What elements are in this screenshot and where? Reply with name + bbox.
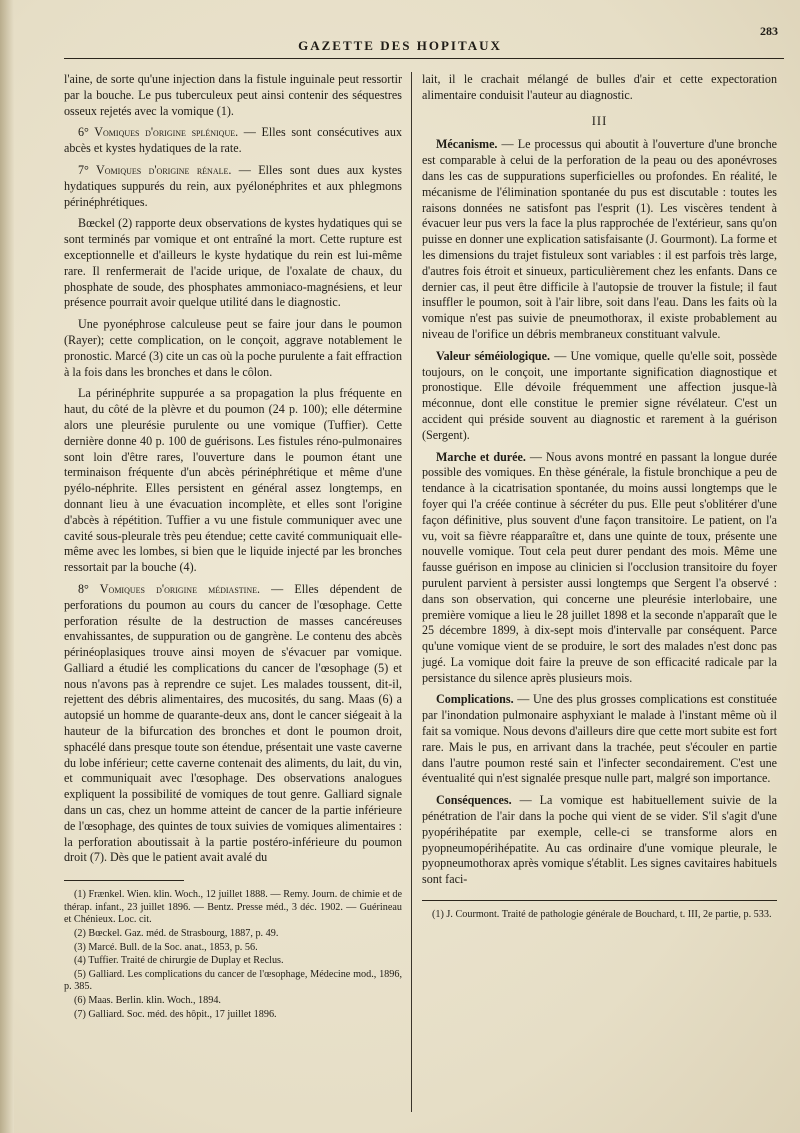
- section-valeur-title: Valeur séméiologique.: [436, 348, 551, 363]
- footnote: (7) Galliard. Soc. méd. des hôpit., 17 juillet 1896.: [74, 1008, 277, 1020]
- footnote: (3) Marcé. Bull. de la Soc. anat., 1853, p. 56.: [74, 941, 258, 953]
- page-number: 283: [760, 24, 778, 38]
- section-complications-title: Complications.: [436, 692, 514, 707]
- footnote: (1) J. Courmont. Traité de pathologie générale de Bouchard, t. III, 2e partie, p. 533.: [432, 909, 772, 921]
- footnote-rule: [422, 900, 777, 901]
- paragraph-pyonephrose: Une pyonéphrose calculeuse peut se faire jour dans le poumon (Rayer); cette complication, on le conçoit, aggrave notablement le pronostic. Marcé (3) cite un cas où la poche purulente a fait effraction à la fois dans les bronches et dans le côlon.: [64, 317, 402, 379]
- section-mecanisme: [422, 137, 777, 342]
- section-splenic-title: 6° Vomiques d'origine splénique.: [78, 125, 239, 140]
- section-mediastinal-title: 8° Vomiques d'origine médiastine.: [78, 581, 261, 596]
- paragraph-continuation: lait, il le crachait mélangé de bulles d'air et cette expectoration alimentaire conduisit l'auteur au diagnostic.: [422, 72, 777, 102]
- paragraph-perinephrite: La périnéphrite suppurée a sa propagation la plus fréquente en haut, du côté de la plèvre et du poumon (24 p. 100); elle détermine alors une pleurésie purulente ou une vomique (Tuffier). Cette dernière donne 40 p. 100 de guérisons. Les fistules réno-pulmonaires sont loin d'être rares, l'ouverture dans le poumon étant une terminaison fréquente d'un abcès périnéphrétique et même d'une pyélo-néphrite. Elles persistent en général assez longtemps, en donnant lieu à une évacuation incomplète, et elles sont l'origine d'abcès à répétition. Tuffier a vu une fistule communiquer avec une cavité sous-pleurale très peu étendue; cette cavité communiquait elle-même avec les lombes, si bien que le liquide injecté par les bronches ressortait par la bouche (4).: [64, 386, 402, 575]
- section-numeral: III: [591, 113, 608, 128]
- section-valeur: [422, 349, 777, 444]
- section-complications: [422, 692, 777, 787]
- section-splenic: [64, 125, 402, 157]
- section-consequences-title: Conséquences.: [436, 793, 512, 808]
- section-mediastinal: [64, 582, 402, 866]
- right-footnotes: [422, 909, 777, 922]
- section-renal-text: — Elles sont dues aux kystes hydatiques suppurés du rein, aux pyélonéphrites et aux phlegmons périnéphrétiques.: [64, 162, 402, 209]
- header-rule: [64, 58, 784, 59]
- journal-title: GAZETTE DES HOPITAUX: [298, 38, 502, 53]
- footnote: (1) Frænkel. Wien. klin. Woch., 12 juillet 1888. — Remy. Journ. de chimie et de thérap. infant., 23 juillet 1896. — Bentz. Presse méd., 3 déc. 1902. — Guérineau et Chénieux. Loc. cit.: [64, 889, 402, 926]
- left-footnotes: [64, 889, 402, 1021]
- section-splenic-text: — Elles sont consécutives aux abcès et kystes hydatiques de la rate.: [64, 125, 402, 156]
- section-mecanisme-title: Mécanisme.: [436, 137, 498, 152]
- footnote: (5) Galliard. Les complications du cancer de l'œsophage, Médecine mod., 1896, p. 385.: [64, 968, 402, 993]
- column-divider: [411, 72, 412, 1112]
- section-renal: [64, 163, 402, 210]
- footnote-rule: [64, 880, 184, 881]
- section-valeur-text: — Une vomique, quelle qu'elle soit, possède toujours, on le conçoit, une importante signification diagnostique et pronostique. Elle dévoile fréquemment une affection jusque-là méconnue, dont elle constitue le premier signe révélateur. C'est un accident qui préside souvent au diagnostic et rarement à la guérison (Sergent).: [422, 348, 777, 442]
- right-column: [422, 72, 777, 923]
- footnote: (6) Maas. Berlin. klin. Woch., 1894.: [74, 995, 221, 1006]
- paragraph-boeckel: Bœckel (2) rapporte deux observations de kystes hydatiques qui se sont terminés par vomique et ont entraîné la mort. Cette rupture est exceptionnelle et d'ailleurs le kyste hydatique du rein est lui-même rare. Il renfermerait de l'acide urique, de l'oxalate de chaux, du phosphate de soude, des phosphates ammoniaco-magnésiens, et leur présence pourrait avoir quelque utilité dans le diagnostic.: [64, 216, 402, 310]
- section-complications-text: — Une des plus grosses complications est constituée par l'inondation pulmonaire asphyxiant le malade à l'instant même où il fait sa vomique. Nous devons d'ailleurs dire que cette mort subite est fort rare. Mais le pus, en arrivant dans la trachée, peut s'écouler en partie dans l'autre poumon resté sain et l'infecter secondairement. C'est une éventualité qui n'est signalée presque nulle part, malgré son importance.: [422, 692, 777, 786]
- section-renal-title: 7° Vomiques d'origine rénale.: [78, 162, 232, 177]
- section-consequences: [422, 793, 777, 888]
- section-mecanisme-text: — Le processus qui aboutit à l'ouverture d'une bronche est comparable à celui de la perforation de la peau ou des aponévroses dans les cas de suppurations superficielles ou profondes. En réalité, le mécanisme de l'élimination spontanée du pus est discutable : toutes les raisons données ne satisfont pas l'esprit (1). Les viscères tendent à évacuer leur pus vers la face la plus rapprochée de l'extérieur, sans qu'on puisse en donner une explication satisfaisante (J. Gourmont). La forme et les dimensions du trajet fistuleux sont variables : il est parfois très large, d'autres fois étroit et sinueux, particulièrement chez les enfants. Dans ce dernier cas, il peut être difficile à l'autopsie de trouver la fistule; il faut insuffler le poumon, soit à l'air libre, soit dans l'eau. Dans les faits où la vomique n'est pas suivie de pneumothorax, il existe probablement au niveau de l'orifice un débris membraneux constituant valvule.: [422, 137, 777, 341]
- left-column: [64, 72, 402, 1022]
- binding-edge: [0, 0, 14, 1133]
- section-mediastinal-text: — Elles dépendent de perforations du poumon au cours du cancer de l'œsophage. Cette perforation résulte de la destruction de masses cancéreuses envahissantes, de suppuration ou de gangrène. Le contenu des abcès périnéoplasiques trouve ainsi moyen de s'évacuer par vomique. Galliard a étudié les complications du cancer de l'œsophage (5) et nous n'avons pas à reprendre ce sujet. Les malades toussent, dit-il, rejettent des débris alimentaires, des mucosités, du sang. Maas (6) a autopsié un homme de quarante-deux ans, dont le cancer siégeait à la hauteur de la bifurcation des bronches et dont le poumon droit, sphacélé dans presque toute son étendue, présentait une vaste caverne du lobe inférieur; cette caverne contenait des aliments, du lait, du vin, et communiquait avec l'œsophage. Des observations analogues expliquent la possibilité de vomiques de tout genre. Galliard signale dans un cas, chez un homme atteint de cancer de la partie inférieure de l'œsophage, des quintes de toux suivies de vomiques alimentaires : la perforation aboutissait à la partie postéro-inférieure du poumon droit (7). Dès que le patient avait avalé du: [64, 581, 402, 865]
- paragraph-intro: l'aine, de sorte qu'une injection dans la fistule inguinale peut ressortir par la bouche. Le pus tuberculeux peut ainsi contenir des séquestres osseux rejetés avec la vomique (1).: [64, 72, 402, 118]
- footnote: (4) Tuffier. Traité de chirurgie de Duplay et Reclus.: [74, 955, 284, 967]
- section-marche-title: Marche et durée.: [436, 449, 526, 464]
- footnote: (2) Bœckel. Gaz. méd. de Strasbourg, 1887, p. 49.: [74, 928, 279, 940]
- section-consequences-text: — La vomique est habituellement suivie de la pénétration de l'air dans la poche qui vient de se vider. S'il s'agit d'une pyopérihépatite par exemple, celle-ci se transforme alors en pyopneumopérihépatite. Au cas ordinaire d'une vomique pleurale, le pyopneumothorax après vomique s'établit. Les signes cavitaires habituels sont faci-: [422, 793, 777, 887]
- section-marche-text: — Nous avons montré en passant la longue durée possible des vomiques. En thèse générale, la fistule bronchique a peu de tendance à la cicatrisation spontanée, du moins aussi longtemps que le foyer qui l'a créée continue à sécréter du pus. Elle peut s'oblitérer d'une façon définitive, plus souvent d'une façon transitoire. Le patient, on l'a vu, voit sa fièvre réapparaître et, dans une quinte de toux, présente une nouvelle vomique. Tout cela peut durer pendant des mois. Même une fausse guérison en impose au clinicien si l'occlusion transitoire du foyer purulent parvient à persister aussi longtemps que Sergent l'a observé : dans son observation, qui concerne une pleurésie interlobaire, une première vomique a lieu le 28 juillet 1898 et la seconde n'apparaît que le 25 décembre 1899, à dix-sept mois d'intervalle par conséquent. Parce qu'une vomique vient de se produire, le sort des malades n'est donc pas jugé. La vomique doit faire la preuve de son efficacité radicale par la persistance du silence après plusieurs mois.: [422, 449, 778, 685]
- section-marche: [422, 450, 777, 687]
